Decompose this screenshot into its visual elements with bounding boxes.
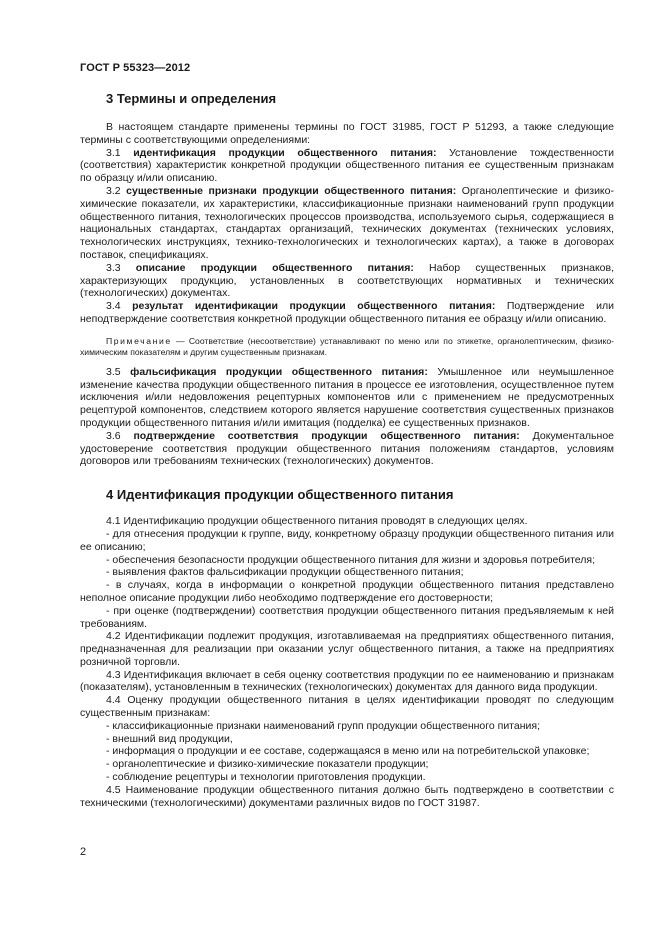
term-3-3: 3.3 описание продукции общественного питания: Набор существенных признаков, характеризующих продукцию, установленных в соответствующих нормативных и технических (технологических) документах. (80, 261, 614, 300)
list-item: - выявления фактов фальсификации продукции общественного питания; (106, 566, 464, 579)
clause-4-1: 4.1 Идентификацию продукции общественного питания проводят в следующих целях. (106, 515, 528, 528)
term-title: идентификация продукции общественного питания: (133, 146, 437, 159)
page-number: 2 (80, 846, 87, 858)
clause-4-3: 4.3 Идентификация включает в себя оценку соответствия продукции по ее наименованию и признакам (показателям), установленным в технических (технологических) документах для данного вида продукции. (80, 668, 614, 694)
document-body (80, 91, 614, 809)
list-item: - информация о продукции и ее составе, содержащаяся в меню или на потребительской упаковке; (106, 745, 590, 758)
term-3-6: 3.6 подтверждение соответствия продукции общественного питания: Документальное удостоверение соответствия продукции общественного питания положениям стандартов, условиям договоров или требованиям технических (технологических) документов. (80, 429, 614, 468)
note (80, 336, 614, 358)
term-definition: Подтверждение или неподтверждение соответствия конкретной продукции общественного питания ее образцу и/или описанию. (80, 300, 614, 325)
term-definition: Установление тождественности (соответствия) характеристик конкретной продукции общественного питания ее существенным признакам по образцу и/или описанию. (80, 146, 614, 185)
term-title: подтверждение соответствия продукции общественного питания: (133, 429, 520, 442)
term-definition: Умышленное или неумышленное изменение качества продукции общественного питания в процессе ее изготовления, осуществленное путем исключения и/или недовложения рецептурных компонентов или с применением не предусмотренных рецептурой компонентов, следствием которого является нарушение соответствия существенных признаков продукции общественного питания и/или имитация (подделка) ее существенных признаков. (80, 365, 615, 429)
term-title: фальсификация продукции общественного питания: (130, 365, 428, 378)
term-title: результат идентификации продукции общественного питания: (132, 300, 496, 313)
clause-4-4: 4.4 Оценку продукции общественного питания в целях идентификации проводят по следующим существенным признакам: (80, 694, 614, 720)
term-3-2: 3.2 существенные признаки продукции общественного питания: Органолептические и физико-химические показатели, их характеристики, классификационные признаки наименований групп продукции общественного питания, технологических процессов производства, используемого сырья, содержащиеся в национальных стандартах, стандартах организаций, технических документах (технических условиях, технологических инструкциях, технико-технологических и технологических картах), а также в договорах поставок, спецификациях. (80, 184, 614, 261)
note-text: — Соответствие (несоответствие) устанавливают по меню или по этикетке, органолептическим, физико-химическим показателям и другим существенным признакам. (80, 335, 615, 357)
list-item: - органолептические и физико-химические показатели продукции; (106, 758, 429, 771)
term-definition: Органолептические и физико-химические показатели, их характеристики, классификационные признаки наименований групп продукции общественного питания, технологических процессов производства, используемого сырья, содержащиеся в национальных стандартах, стандартах организаций, технических документах (технических условиях, технологических инструкциях, технико-технологических и технологических картах), а также в договорах поставок, спецификациях. (80, 184, 614, 261)
list-item: - при оценке (подтверждении) соответствия продукции общественного питания предъявляемым к ней требованиям. (80, 604, 614, 630)
term-3-1: 3.1 идентификация продукции общественного питания: Установление тождественности (соответствия) характеристик конкретной продукции общественного питания ее существенным признакам по образцу и/или описанию. (80, 146, 614, 185)
clause-4-2: 4.2 Идентификации подлежит продукция, изготавливаемая на предприятиях общественного питания, предназначенная для реализации при оказании услуг общественного питания, а также на предприятиях розничной торговли. (80, 630, 614, 668)
clause-4-5: 4.5 Наименование продукции общественного питания должно быть подтверждено в соответствии с техническими (технологическими) документами различных видов по ГОСТ 31987. (80, 783, 614, 809)
term-definition: Документальное удостоверение соответствия продукции общественного питания положениям стандартов, условиям договоров или требованиям технических (технологических) документов. (80, 429, 614, 468)
term-3-5: 3.5 фальсификация продукции общественного питания: Умышленное или неумышленное изменение качества продукции общественного питания в процессе ее изготовления, осуществленное путем исключения и/или недовложения рецептурных компонентов или с применением не предусмотренных рецептурой компонентов, следствием которого является нарушение соответствия существенных признаков продукции общественного питания и/или имитация (подделка) ее существенных признаков. (80, 365, 615, 429)
list-item: - соблюдение рецептуры и технологии приготовления продукции. (106, 771, 426, 784)
term-3-4: 3.4 результат идентификации продукции общественного питания: Подтверждение или неподтверждение соответствия конкретной продукции общественного питания ее образцу и/или описанию. (80, 300, 614, 325)
list-item: - обеспечения безопасности продукции общественного питания для жизни и здоровья потребителя; (106, 553, 596, 566)
list-item: - классификационные признаки наименований групп продукции общественного питания; (106, 719, 540, 732)
list-item: - для отнесения продукции к группе, виду, конкретному образцу продукции общественного питания или ее описанию; (80, 527, 614, 553)
section-3-title: 3 Термины и определения (106, 91, 277, 106)
list-item: - внешний вид продукции, (106, 732, 233, 745)
term-title: существенные признаки продукции общественного питания: (126, 184, 457, 197)
document-header: ГОСТ Р 55323—2012 (80, 62, 191, 74)
term-definition: Набор существенных признаков, характеризующих продукцию, установленных в соответствующих нормативных и технических (технологических) документах. (80, 261, 614, 300)
section-4-title: 4 Идентификация продукции общественного питания (106, 487, 454, 503)
list-item: - в случаях, когда в информации о конкретной продукции общественного питания представлено неполное описание продукции либо необходимо подтверждение его достоверности; (80, 579, 614, 604)
section-3-intro: В настоящем стандарте применены термины по ГОСТ 31985, ГОСТ Р 51293, а также следующие термины с соответствующими определениями: (80, 121, 614, 146)
term-title: описание продукции общественного питания: (135, 261, 414, 274)
note-label: Примечание (106, 335, 172, 346)
